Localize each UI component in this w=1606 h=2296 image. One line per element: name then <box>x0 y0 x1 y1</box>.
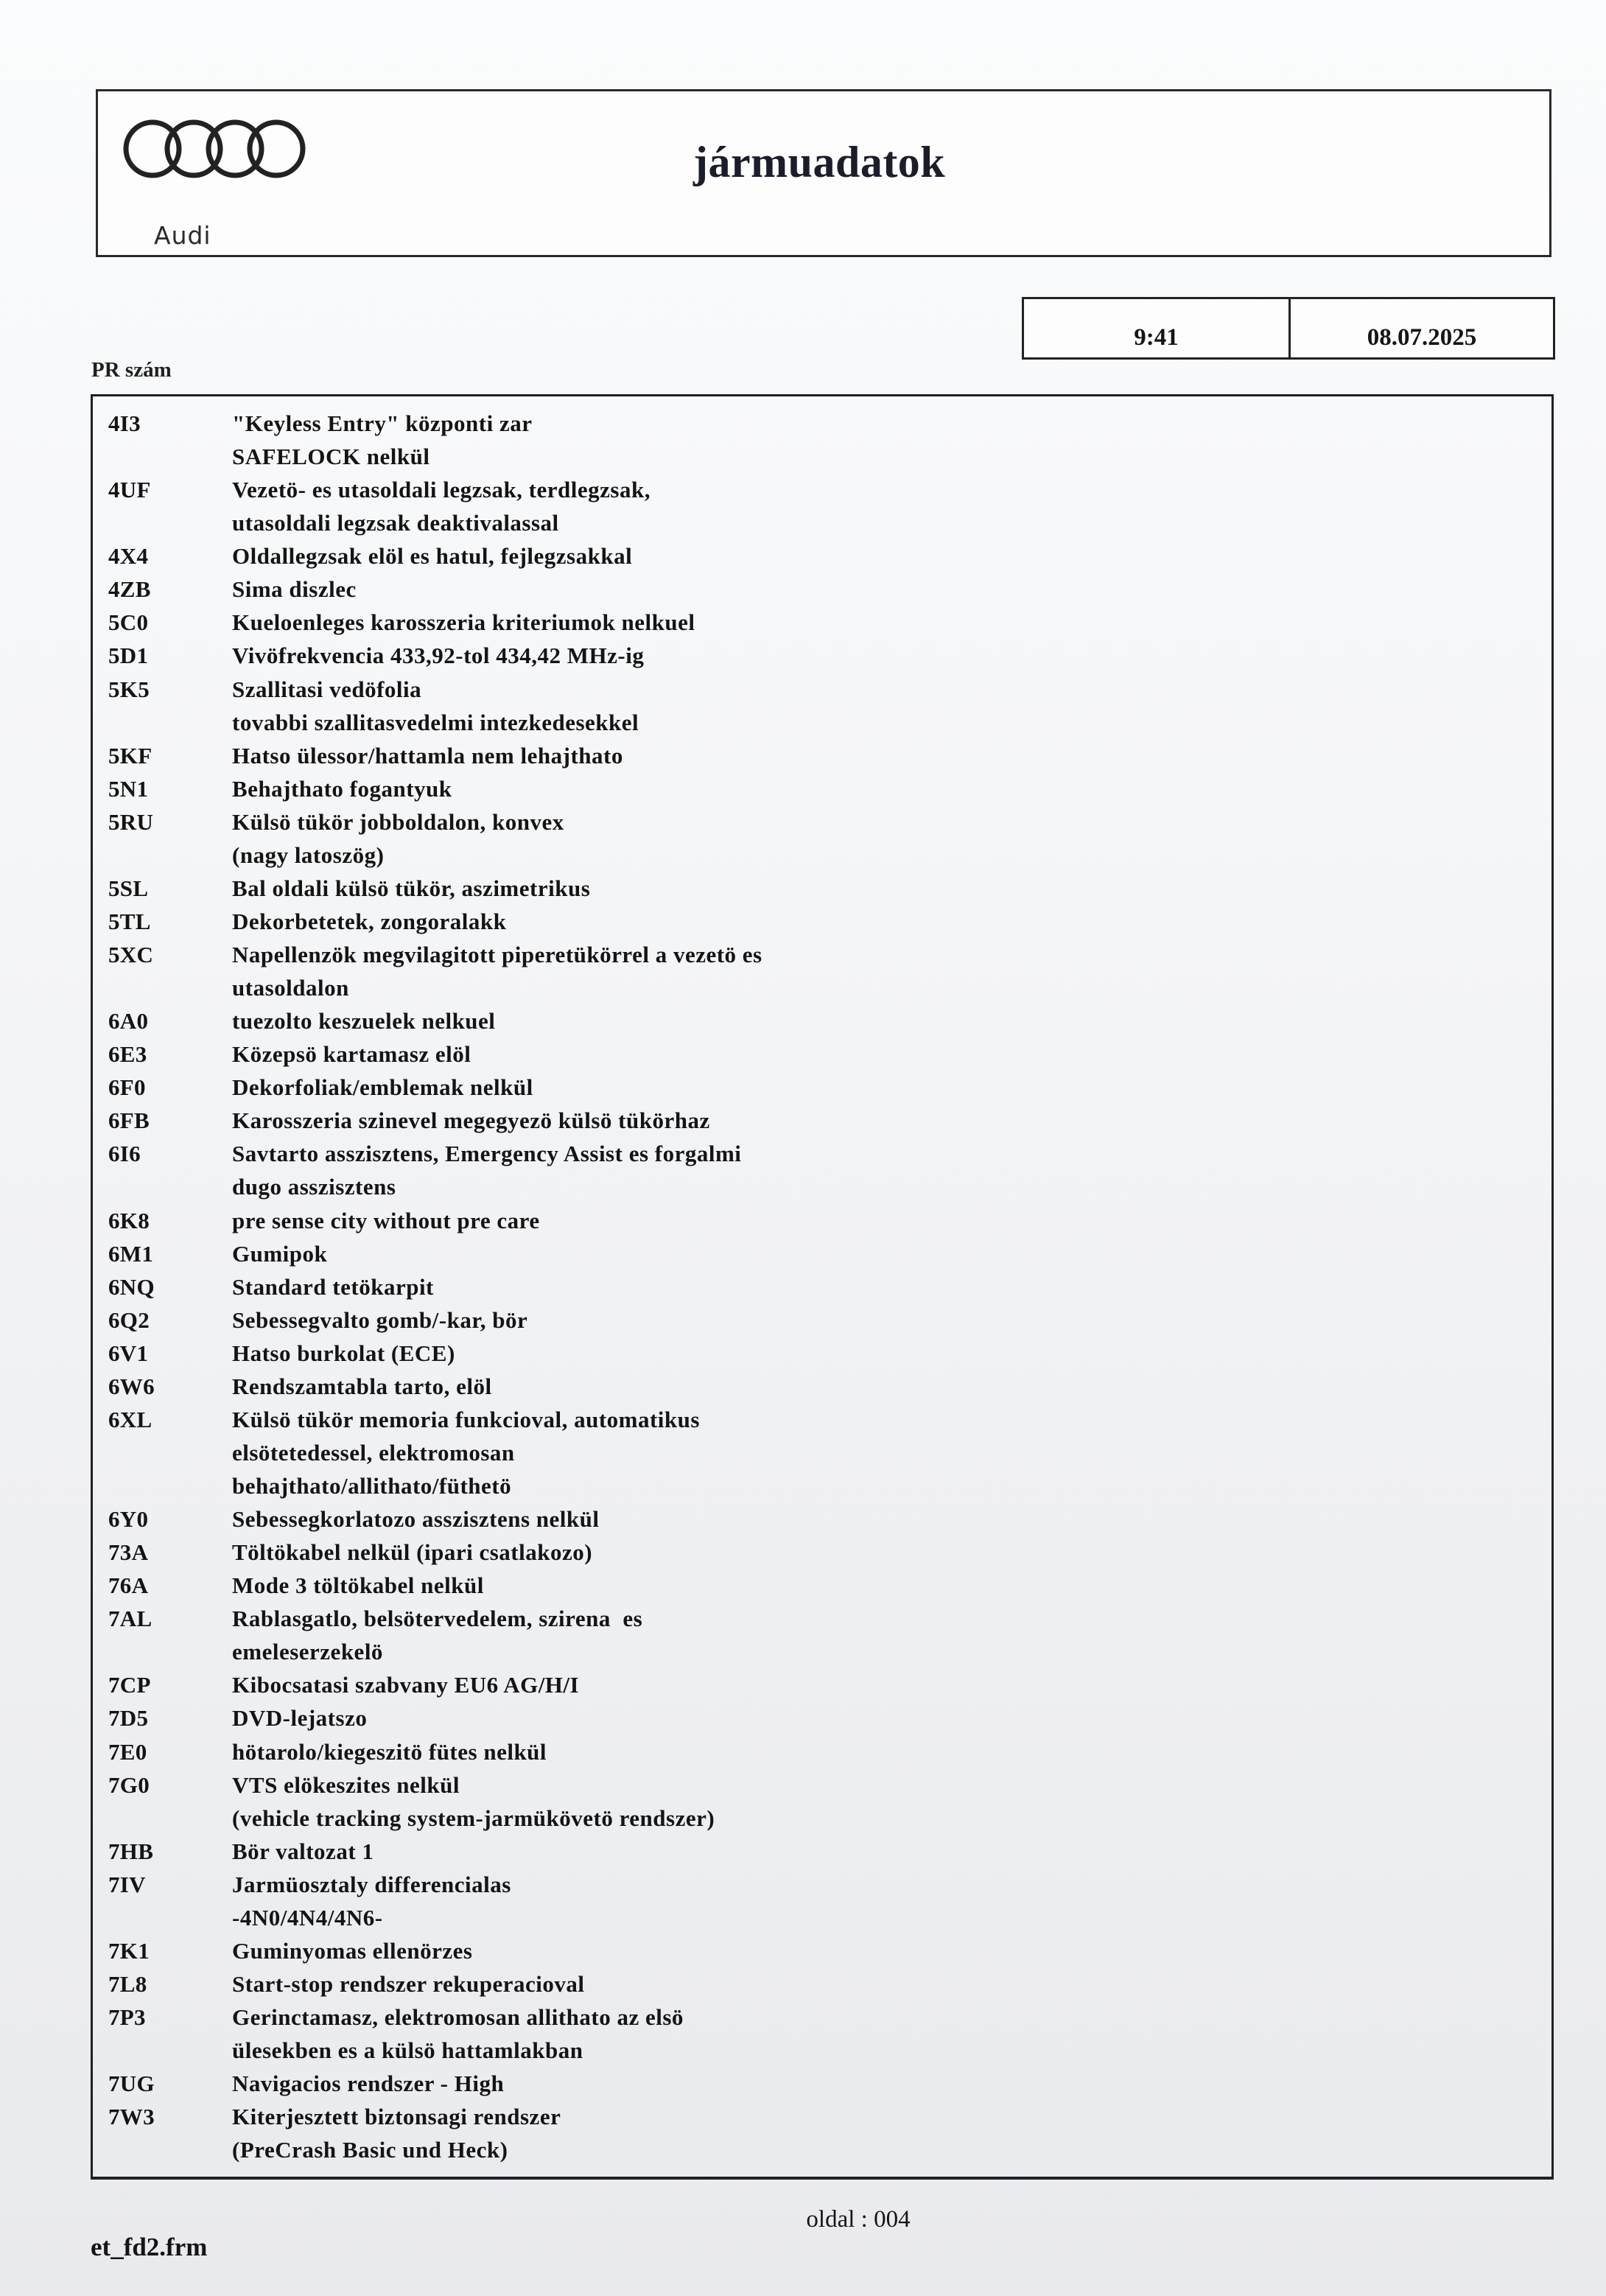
description-line: behajthato/allithato/füthetö <box>232 1473 512 1499</box>
table-row <box>93 1536 1551 1569</box>
table-row <box>93 2100 1551 2166</box>
pr-description <box>232 606 1551 639</box>
pr-description <box>232 1967 1551 2001</box>
description-line: Karosszeria szinevel megegyezö külsö tükörhaz <box>232 1107 710 1134</box>
description-line: emeleserzekelö <box>232 1639 383 1665</box>
pr-code: 5RU <box>108 808 154 835</box>
description-line: (nagy latoszög) <box>232 841 385 868</box>
pr-code: 6I6 <box>108 1141 141 1167</box>
description-line: -4N0/4N4/4N6- <box>232 1904 383 1931</box>
pr-description <box>232 1237 1551 1270</box>
table-row <box>93 1602 1551 1668</box>
pr-code: 7UG <box>108 2071 155 2097</box>
pr-description <box>232 905 1551 938</box>
description-line: tovabbi szallitasvedelmi intezkedesekkel <box>232 709 639 735</box>
description-line: Gumipok <box>232 1240 328 1267</box>
pr-code: 5TL <box>108 908 151 934</box>
date-value: 08.07.2025 <box>1367 324 1477 351</box>
pr-code: 6Y0 <box>108 1506 149 1533</box>
pr-description <box>232 1502 1551 1536</box>
table-row <box>93 473 1551 539</box>
description-line: Közepsö kartamasz elöl <box>232 1041 471 1068</box>
description-line: dugo asszisztens <box>232 1174 396 1200</box>
description-line: Oldallegzsak elöl es hatul, fejlegzsakkal <box>232 543 633 570</box>
description-line: Sima diszlec <box>232 576 357 603</box>
description-line: utasoldali legzsak deaktivalassal <box>232 510 559 536</box>
pr-code: 6A0 <box>108 1008 149 1035</box>
table-row <box>93 1270 1551 1303</box>
description-line: "Keyless Entry" központi zar <box>232 410 533 436</box>
audi-logo <box>123 118 307 250</box>
pr-code: 6F0 <box>108 1074 146 1101</box>
table-row <box>93 1004 1551 1037</box>
table-row <box>93 407 1551 473</box>
table-row <box>93 938 1551 1004</box>
description-line: Gerinctamasz, elektromosan allithato az elsö <box>232 2004 684 2030</box>
table-row <box>93 639 1551 672</box>
pr-description <box>232 1536 1551 1569</box>
pr-code: 4I3 <box>108 410 141 436</box>
pr-code: 6M1 <box>108 1240 154 1267</box>
pr-description <box>232 872 1551 905</box>
timestamp-box <box>1022 297 1555 360</box>
description-line: Rendszamtabla tarto, elöl <box>232 1373 492 1399</box>
pr-code: 5SL <box>108 875 149 901</box>
pr-code: 5D1 <box>108 643 149 669</box>
pr-code: 7E0 <box>108 1738 147 1765</box>
pr-description <box>232 772 1551 805</box>
pr-description <box>232 1403 1551 1502</box>
table-row <box>93 2001 1551 2067</box>
pr-code: 7L8 <box>108 1970 147 1997</box>
pr-code: 7W3 <box>108 2104 155 2130</box>
table-row <box>93 1071 1551 1104</box>
pr-description <box>232 1104 1551 1137</box>
table-row <box>93 1569 1551 1602</box>
four-rings-icon <box>123 118 307 184</box>
description-line: Külsö tükör memoria funkcioval, automatikus <box>232 1406 700 1432</box>
pr-description <box>232 739 1551 772</box>
pr-description <box>232 1602 1551 1668</box>
table-row <box>93 2067 1551 2100</box>
description-line: Hatso ülessor/hattamla nem lehajthato <box>232 742 623 769</box>
table-row <box>93 1934 1551 1967</box>
description-line: Sebessegvalto gomb/-kar, bör <box>232 1306 528 1333</box>
table-row <box>93 1967 1551 2001</box>
pr-code: 6K8 <box>108 1207 150 1233</box>
pr-description <box>232 1303 1551 1337</box>
table-row <box>93 1370 1551 1403</box>
description-line: Bal oldali külsö tükör, aszimetrikus <box>232 875 591 901</box>
pr-code: 6W6 <box>108 1373 155 1399</box>
form-name: et_fd2.frm <box>91 2233 208 2261</box>
document-title: jármuadatok <box>693 138 946 186</box>
description-line: Rablasgatlo, belsötervedelem, szirena es <box>232 1606 643 1632</box>
pr-code: 4X4 <box>108 543 149 570</box>
pr-code-table <box>91 394 1554 2180</box>
pr-code: 5N1 <box>108 775 149 802</box>
description-line: Start-stop rendszer rekuperacioval <box>232 1970 585 1997</box>
description-line: hötarolo/kiegeszitö fütes nelkül <box>232 1738 547 1765</box>
table-row <box>93 1735 1551 1768</box>
pr-description <box>232 1037 1551 1071</box>
description-line: Mode 3 töltökabel nelkül <box>232 1572 484 1599</box>
pr-description <box>232 2067 1551 2100</box>
pr-code: 4ZB <box>108 576 151 603</box>
table-row <box>93 1701 1551 1735</box>
description-line: Napellenzök megvilagitott piperetükörrel a vezetö es <box>232 942 762 967</box>
description-line: Bör valtozat 1 <box>232 1838 374 1864</box>
pr-code: 7D5 <box>108 1705 149 1732</box>
pr-description <box>232 1071 1551 1104</box>
description-line: pre sense city without pre care <box>232 1207 540 1233</box>
table-row <box>93 872 1551 905</box>
pr-code: 5K5 <box>108 676 150 702</box>
pr-code: 7CP <box>108 1672 151 1698</box>
description-line: Sebessegkorlatozo asszisztens nelkül <box>232 1506 600 1533</box>
description-line: Külsö tükör jobboldalon, konvex <box>232 808 564 835</box>
pr-description <box>232 1934 1551 1967</box>
description-line: elsötetedessel, elektromosan <box>232 1439 515 1466</box>
table-row <box>93 1502 1551 1536</box>
description-line: Jarmüosztaly differencialas <box>232 1871 511 1897</box>
brand-name: Audi <box>154 221 211 250</box>
description-line: tuezolto keszuelek nelkuel <box>232 1008 496 1035</box>
page-number: oldal : 004 <box>806 2206 911 2233</box>
pr-code: 7K1 <box>108 1937 150 1964</box>
description-line: VTS elökeszites nelkül <box>232 1771 460 1798</box>
pr-code: 6FB <box>108 1107 150 1134</box>
table-row <box>93 1337 1551 1370</box>
pr-code: 6Q2 <box>108 1306 150 1333</box>
description-line: Dekorfoliak/emblemak nelkül <box>232 1074 533 1101</box>
pr-description <box>232 1835 1551 1868</box>
table-row <box>93 1668 1551 1701</box>
pr-description <box>232 1569 1551 1602</box>
pr-code: 76A <box>108 1572 149 1599</box>
pr-code: 7HB <box>108 1838 154 1864</box>
pr-number-column-label: PR szám <box>91 358 172 382</box>
pr-description <box>232 573 1551 606</box>
document-header <box>96 89 1551 257</box>
pr-code: 6E3 <box>108 1041 147 1068</box>
description-line: ülesekben es a külsö hattamlakban <box>232 2037 583 2064</box>
pr-description <box>232 1004 1551 1037</box>
table-row <box>93 573 1551 606</box>
table-row <box>93 1237 1551 1270</box>
pr-description <box>232 805 1551 872</box>
pr-description <box>232 1735 1551 1768</box>
pr-description <box>232 1270 1551 1303</box>
pr-description <box>232 2100 1551 2166</box>
table-row <box>93 1303 1551 1337</box>
table-row <box>93 1768 1551 1835</box>
pr-code: 7G0 <box>108 1771 150 1798</box>
pr-description <box>232 1701 1551 1735</box>
description-line: (PreCrash Basic und Heck) <box>232 2137 508 2163</box>
description-line: Kueloenleges karosszeria kriteriumok nelkuel <box>232 609 695 636</box>
description-line: Vivöfrekvencia 433,92-tol 434,42 MHz-ig <box>232 643 645 669</box>
table-row <box>93 1835 1551 1868</box>
table-row <box>93 1403 1551 1502</box>
table-row <box>93 905 1551 938</box>
pr-code: 7IV <box>108 1871 146 1897</box>
pr-code: 6V1 <box>108 1340 149 1366</box>
table-row <box>93 1204 1551 1237</box>
table-row <box>93 772 1551 805</box>
pr-code: 5C0 <box>108 609 149 636</box>
description-line: Dekorbetetek, zongoralakk <box>232 908 507 934</box>
description-line: Szallitasi vedöfolia <box>232 676 422 702</box>
pr-code: 7AL <box>108 1606 152 1632</box>
pr-description <box>232 1868 1551 1934</box>
pr-description <box>232 1137 1551 1203</box>
description-line: utasoldalon <box>232 975 349 1001</box>
pr-code: 73A <box>108 1539 149 1566</box>
table-row <box>93 805 1551 872</box>
description-line: Kibocsatasi szabvany EU6 AG/H/I <box>232 1672 580 1698</box>
table-row <box>93 1037 1551 1071</box>
table-row <box>93 1868 1551 1934</box>
description-line: Kiterjesztett biztonsagi rendszer <box>232 2104 561 2130</box>
description-line: Standard tetökarpit <box>232 1273 434 1300</box>
pr-code: 5KF <box>108 742 152 769</box>
pr-description <box>232 473 1551 539</box>
description-line: Guminyomas ellenörzes <box>232 1937 473 1964</box>
table-row <box>93 739 1551 772</box>
description-line: Hatso burkolat (ECE) <box>232 1340 455 1366</box>
pr-description <box>232 938 1551 1004</box>
description-line: Savtarto asszisztens, Emergency Assist es forgalmi <box>232 1141 742 1167</box>
pr-code-list <box>93 407 1551 2166</box>
description-line: SAFELOCK nelkül <box>232 444 430 470</box>
pr-code: 6NQ <box>108 1273 155 1300</box>
description-line: DVD-lejatszo <box>232 1705 368 1732</box>
table-row <box>93 539 1551 573</box>
table-row <box>93 1104 1551 1137</box>
pr-description <box>232 407 1551 473</box>
description-line: (vehicle tracking system-jarmükövetö rendszer) <box>232 1805 715 1831</box>
pr-description <box>232 539 1551 573</box>
pr-description <box>232 1204 1551 1237</box>
pr-code: 7P3 <box>108 2004 146 2030</box>
pr-description <box>232 673 1551 739</box>
description-line: Töltökabel nelkül (ipari csatlakozo) <box>232 1539 593 1566</box>
pr-description <box>232 1370 1551 1403</box>
pr-description <box>232 1337 1551 1370</box>
description-line: Behajthato fogantyuk <box>232 775 452 802</box>
pr-description <box>232 2001 1551 2067</box>
pr-description <box>232 1668 1551 1701</box>
pr-code: 6XL <box>108 1406 152 1432</box>
table-row <box>93 606 1551 639</box>
description-line: Navigacios rendszer - High <box>232 2071 505 2097</box>
time-value: 9:41 <box>1024 299 1291 357</box>
table-row <box>93 1137 1551 1203</box>
pr-code: 4UF <box>108 477 151 503</box>
pr-code: 5XC <box>108 942 154 967</box>
description-line: Vezetö- es utasoldali legzsak, terdlegzsak, <box>232 477 651 503</box>
pr-description <box>232 1768 1551 1835</box>
pr-description <box>232 639 1551 672</box>
table-row <box>93 673 1551 739</box>
